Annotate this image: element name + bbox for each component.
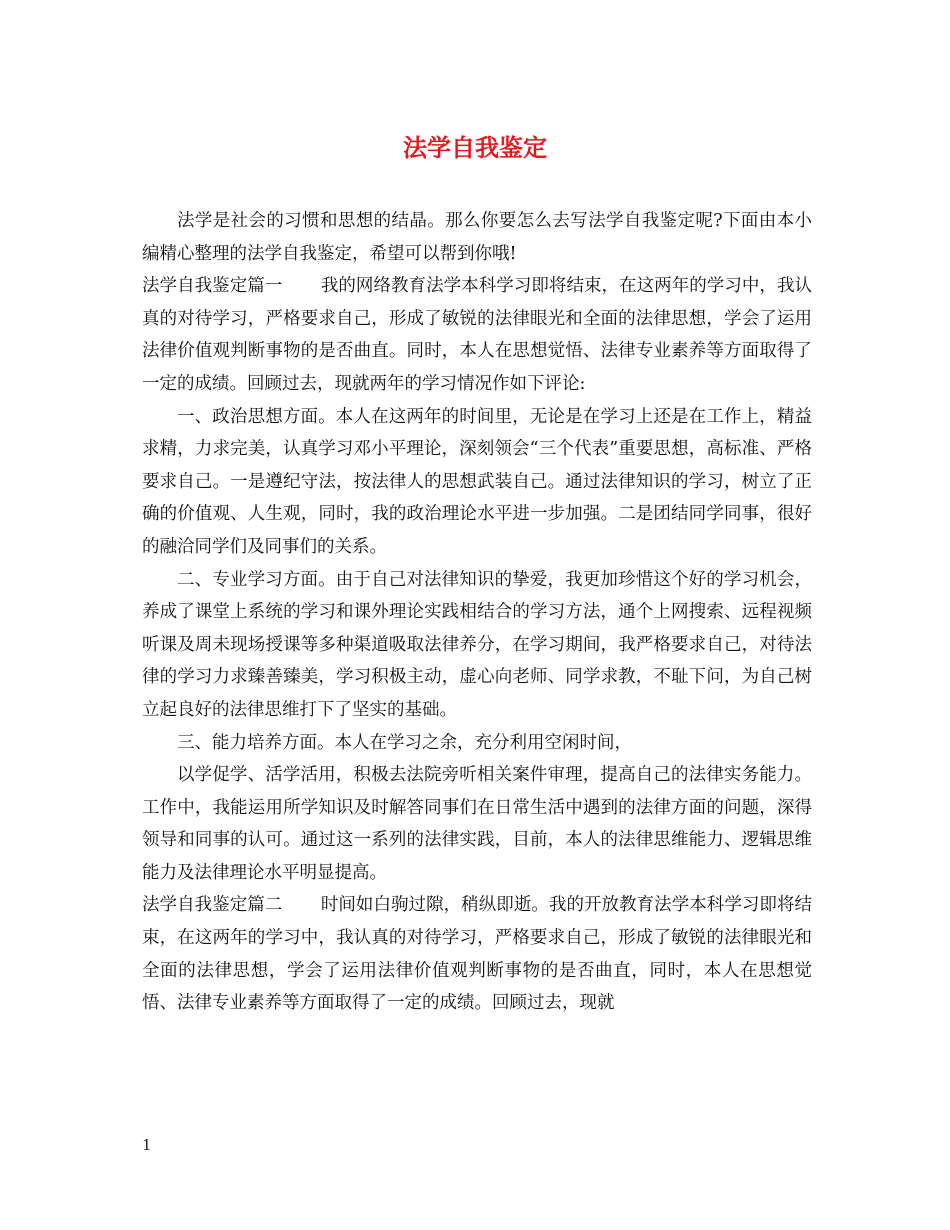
section-one-text: 我的网络教育法学本科学习即将结束，在这两年的学习中，我认真的对待学习，严格要求自己，形成了敏锐的法律眼光和全面的法律思想，学会了运用法律价值观判断事物的是否曲直。同时，本人在思想觉悟、法律专业素养等方面取得了一定的成绩。回顾过去，现就两年的学习情况作如下评论:: [142, 276, 812, 394]
page-title: 法学自我鉴定: [403, 133, 547, 162]
ability-continued-paragraph: 以学促学、活学活用，积极去法院旁听相关案件审理，提高自己的法律实务能力。工作中，我能运用所学知识及时解答同事们在日常生活中遇到的法律方面的问题，深得领导和同事的认可。通过这一系列的法律实践，目前，本人的法律思维能力、逻辑思维能力及法律理论水平明显提高。: [142, 765, 812, 883]
ability-paragraph: 三、能力培养方面。本人在学习之余，充分利用空闲时间，: [177, 732, 632, 753]
section-two-text: 时间如白驹过隙，稍纵即逝。我的开放教育法学本科学习即将结束，在这两年的学习中，我认真的对待学习，严格要求自己，形成了敏锐的法律眼光和全面的法律思想，学会了运用法律价值观判断事物的是否曲直，同时，本人在思想觉悟、法律专业素养等方面取得了一定的成绩。回顾过去，现就: [142, 895, 812, 1014]
page-number: 1: [142, 1136, 152, 1154]
section-two-label: 法学自我鉴定篇二: [142, 895, 283, 916]
section-one-label: 法学自我鉴定篇一: [142, 276, 283, 297]
intro-paragraph: 法学是社会的习惯和思想的结晶。那么你要怎么去写法学自我鉴定呢?下面由本小编精心整理的法学自我鉴定，希望可以帮到你哦!: [142, 211, 812, 264]
section-one-paragraph: [142, 270, 812, 400]
study-paragraph: 二、专业学习方面。由于自己对法律知识的挚爱，我更加珍惜这个好的学习机会，养成了课堂上系统的学习和课外理论实践相结合的学习方法，通个上网搜索、远程视频听课及周未现场授课等多种渠道吸取法律养分，在学习期间，我严格要求自己，对待法律的学习力求臻善臻美，学习积极主动，虚心向老师、同学求教，不耻下问，为自己树立起良好的法律思维打下了坚实的基础。: [142, 569, 812, 720]
document-body: [142, 205, 812, 1020]
section-two-paragraph: [142, 889, 812, 1019]
politics-paragraph: 一、政治思想方面。本人在这两年的时间里，无论是在学习上还是在工作上，精益求精，力求完美，认真学习邓小平理论，深刻领会“三个代表”重要思想，高标准、严格要求自己。一是遵纪守法，按法律人的思想武装自己。通过法律知识的学习，树立了正确的价值观、人生观，同时，我的政治理论水平进一步加强。二是团结同学同事，很好的融洽同学们及同事们的关系。: [142, 406, 812, 557]
